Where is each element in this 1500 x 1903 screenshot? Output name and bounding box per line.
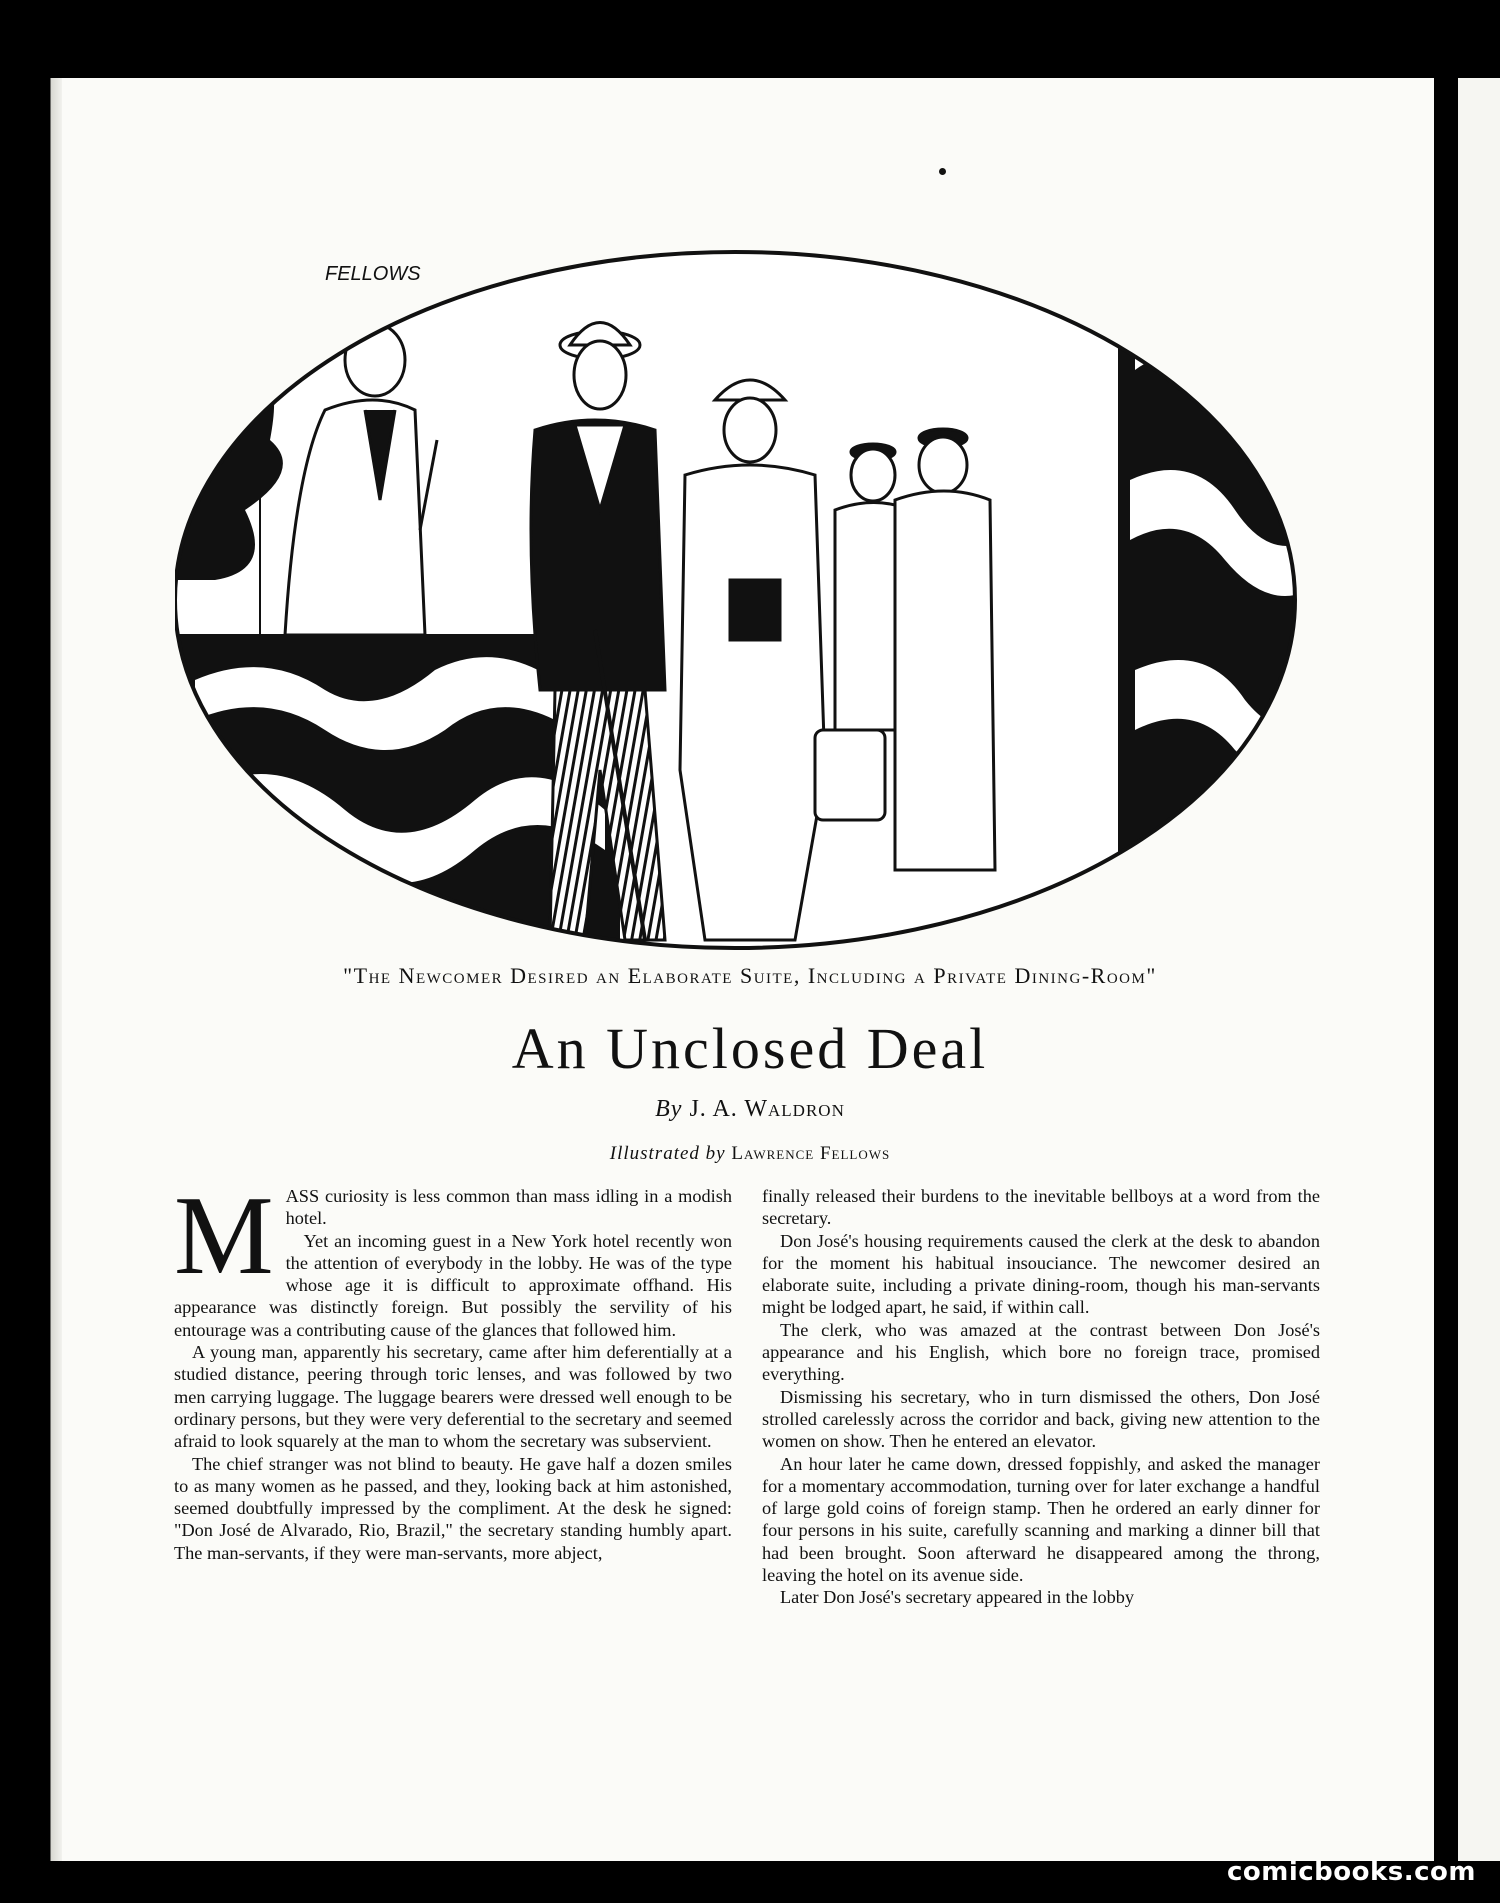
- ink-speck: [939, 168, 946, 175]
- paragraph: The clerk, who was amazed at the contrast between Don José's appearance and his English, which bore no foreign trace, promised everything.: [762, 1319, 1320, 1385]
- illustrator-prefix: Illustrated by: [609, 1143, 726, 1164]
- paragraph: Dismissing his secretary, who in turn dismissed the others, Don José strolled carelessly across the corridor and back, giving new attention to the women on show. Then he entered an elevator.: [762, 1386, 1320, 1452]
- byline-prefix: By: [655, 1096, 683, 1122]
- byline-author: J. A. Waldron: [689, 1096, 845, 1122]
- paragraph: Don José's housing requirements caused the clerk at the desk to abandon for the moment his habitual insouciance. The newcomer desired an elaborate suite, including a private dining-room, though his man-servants might be lodged apart, he said, if within call.: [762, 1230, 1320, 1318]
- article-title: An Unclosed Deal: [511, 1016, 989, 1081]
- illustrator-credit: [0, 1143, 1500, 1165]
- paragraph: An hour later he came down, dressed foppishly, and asked the manager for a momentary accommodation, turning over for later exchange a handful of large gold coins of foreign stamp. Then he ordered an early dinner for four persons in his suite, carefully scanning and marking a dinner bill that had been brought. Soon afterward he disappeared among the throng, leaving the hotel on its avenue side.: [762, 1453, 1320, 1586]
- paragraph: A young man, apparently his secretary, came after him deferentially at a studied distance, peering through toric lenses, and was followed by two men carrying luggage. The luggage bearers were dressed well enough to be ordinary persons, but they were very deferential to the secretary and seemed afraid to look squarely at the man to whom the secretary was subservient.: [174, 1342, 732, 1452]
- byline: [0, 1096, 1500, 1123]
- paragraph: finally released their burdens to the inevitable bellboys at a word from the secretary.: [762, 1186, 1320, 1229]
- hotel-lobby-illustration: [175, 250, 1345, 950]
- drop-cap: M: [174, 1174, 274, 1298]
- artist-signature: FELLOWS: [325, 263, 421, 285]
- illustrator-name: Lawrence Fellows: [731, 1143, 891, 1164]
- article-column-left: [174, 1174, 732, 1564]
- paragraph: The chief stranger was not blind to beauty. He gave half a dozen smiles to as many women as he passed, and they, looking back at him astonished, seemed doubtfully impressed by the compliment. At the desk he signed: "Don José de Alvarado, Rio, Brazil," the secretary standing humbly apart. The man-servants, if they were man-servants, more abject,: [174, 1453, 732, 1563]
- paragraph: Later Don José's secretary appeared in the lobby: [780, 1587, 1135, 1608]
- article-column-right: [762, 1185, 1320, 1609]
- paragraph: MASS curiosity is less common than mass idling in a modish hotel.: [174, 1174, 732, 1298]
- watermark: comicbooks.com: [1226, 1857, 1476, 1887]
- patterned-wall: [1120, 250, 1345, 950]
- illustration-caption: "The Newcomer Desired an Elaborate Suite, Including a Private Dining-Room": [343, 963, 1157, 988]
- paragraph: Yet an incoming guest in a New York hotel recently won the attention of everybody in the lobby. He was of the type whose age it is difficult to approximate offhand. His appearance was distinctly foreign. But possibly the servility of his entourage was a contributing cause of the glances that followed him.: [174, 1230, 732, 1340]
